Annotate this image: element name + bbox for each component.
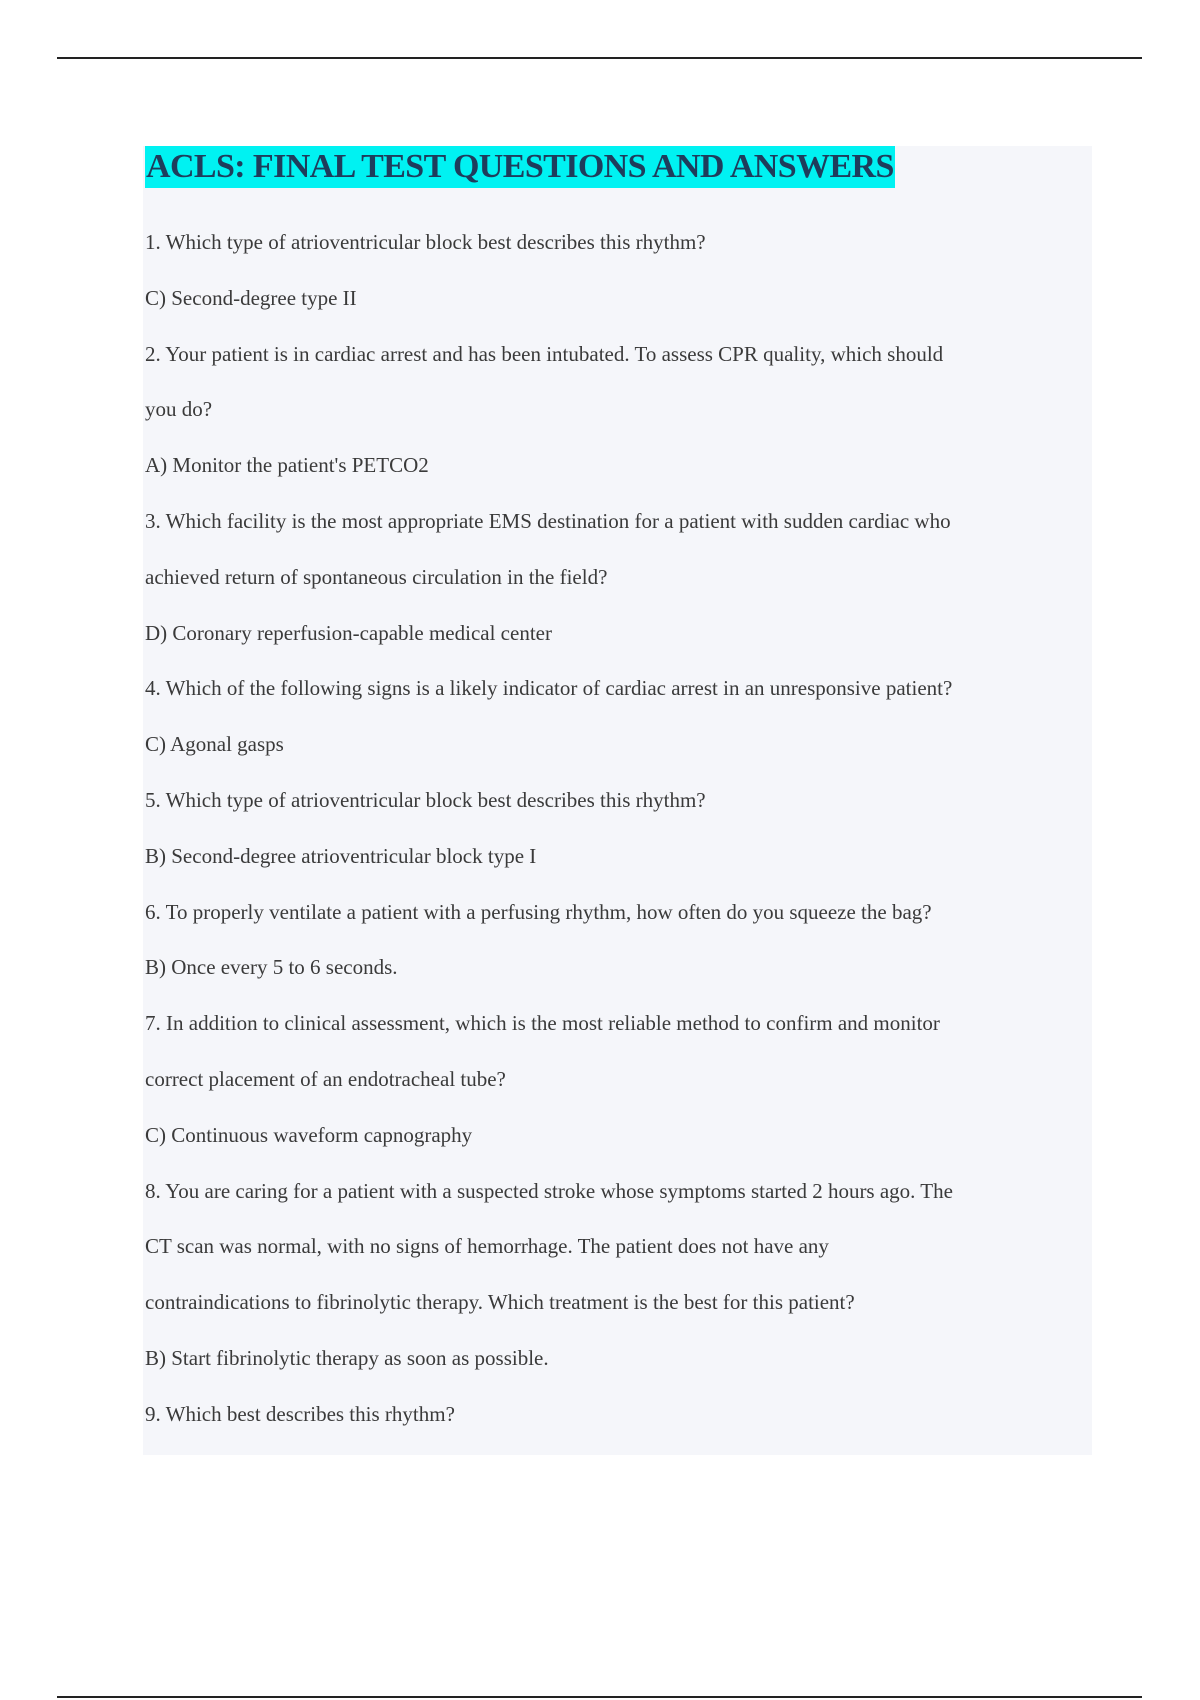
answer-5-text: B) Second-degree atrioventricular block type I <box>145 843 537 868</box>
question-6-text: 6. To properly ventilate a patient with a perfusing rhythm, how often do you squeeze the bag? <box>145 899 932 924</box>
answer-2-text: A) Monitor the patient's PETCO2 <box>145 453 429 478</box>
question-3-text: 3. Which facility is the most appropriate EMS destination for a patient with sudden cardiac who <box>145 508 951 533</box>
question-4-text: 4. Which of the following signs is a likely indicator of cardiac arrest in an unresponsive patient? <box>145 676 953 701</box>
document-title: ACLS: FINAL TEST QUESTIONS AND ANSWERS <box>145 146 895 188</box>
answer-1-text: C) Second-degree type II <box>145 285 357 310</box>
question-8-text-continued-2: contraindications to fibrinolytic therapy. Which treatment is the best for this patient? <box>145 1290 855 1315</box>
question-3-text-continued: achieved return of spontaneous circulation in the field? <box>145 564 608 589</box>
question-2-text: 2. Your patient is in cardiac arrest and has been intubated. To assess CPR quality, which should <box>145 341 944 366</box>
footer-rule <box>57 1696 1142 1698</box>
answer-4-text: C) Agonal gasps <box>145 732 284 757</box>
answer-7-text: C) Continuous waveform capnography <box>145 1122 473 1147</box>
question-1-text: 1. Which type of atrioventricular block best describes this rhythm? <box>145 230 706 254</box>
question-9-text: 9. Which best describes this rhythm? <box>145 1401 455 1426</box>
answer-6-text: B) Once every 5 to 6 seconds. <box>145 955 398 980</box>
question-7-text: 7. In addition to clinical assessment, which is the most reliable method to confirm and monitor <box>145 1011 940 1036</box>
question-2-text-continued: you do? <box>145 397 213 422</box>
document-content <box>143 146 1092 1455</box>
answer-3-text: D) Coronary reperfusion-capable medical center <box>145 620 552 645</box>
answer-8-text: B) Start fibrinolytic therapy as soon as possible. <box>145 1345 549 1370</box>
question-8-text: 8. You are caring for a patient with a suspected stroke whose symptoms started 2 hours ago. The <box>145 1178 953 1203</box>
header-rule <box>57 57 1142 59</box>
qa-list <box>145 214 1090 1442</box>
question-8-text-continued-1: CT scan was normal, with no signs of hemorrhage. The patient does not have any <box>145 1234 829 1259</box>
question-5-text: 5. Which type of atrioventricular block best describes this rhythm? <box>145 787 706 812</box>
question-7-text-continued: correct placement of an endotracheal tube? <box>145 1066 506 1091</box>
